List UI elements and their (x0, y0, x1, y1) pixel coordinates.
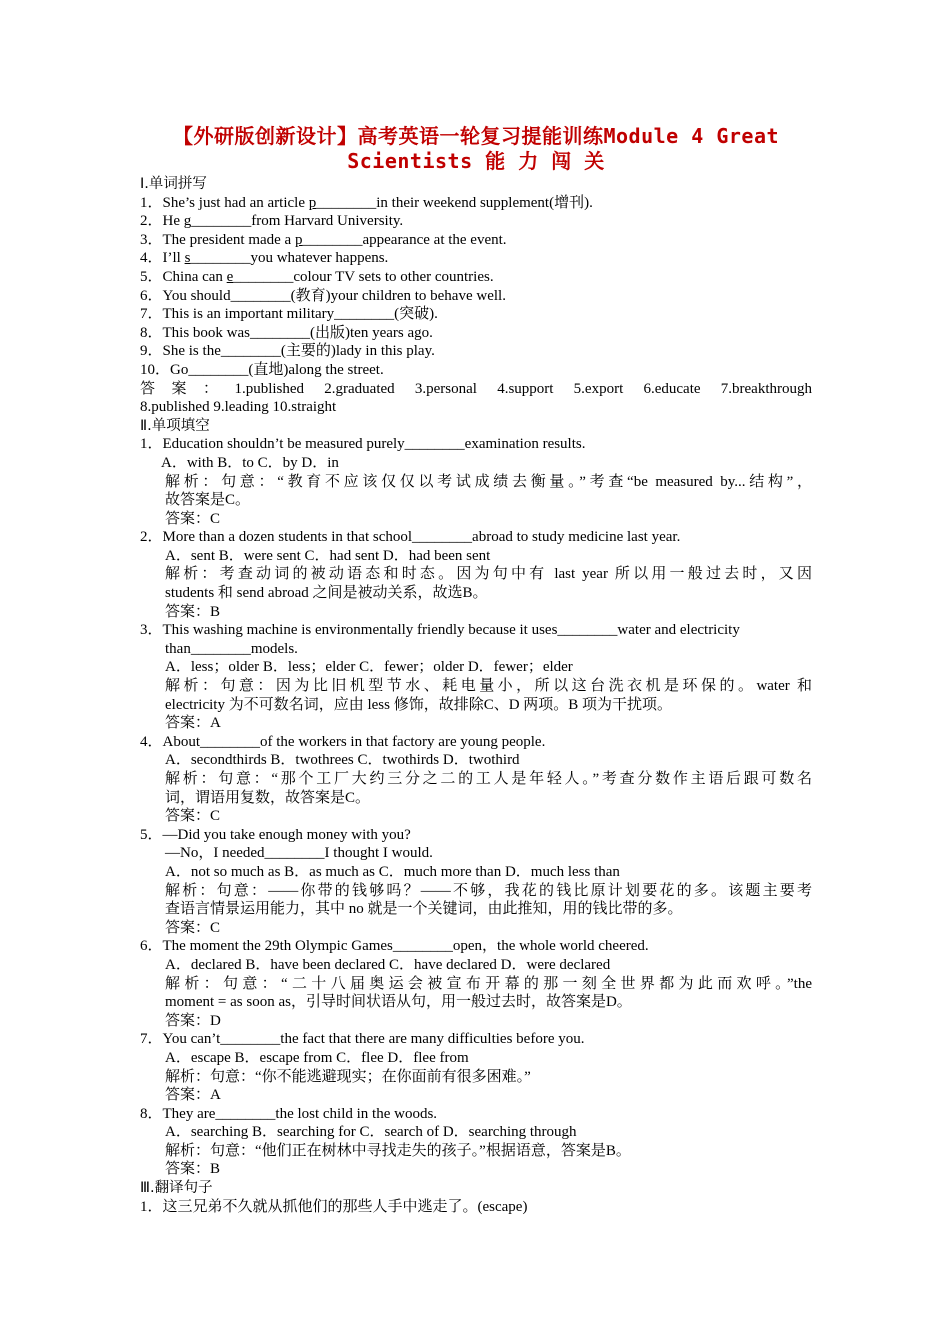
question-4-answer: 答案：C (165, 808, 221, 825)
item-number: 8． (140, 324, 163, 341)
item-text: The president made a (162, 231, 295, 248)
section-3-heading: Ⅲ.翻译句子 (140, 1180, 213, 1197)
item-number: 1． (140, 194, 163, 211)
question-2-analysis-1: 解析：考查动词的被动语态和时态。因为句中有 last year 所以用一般过去时，又因 (165, 566, 812, 583)
item-number: 10． (140, 361, 171, 378)
item-hint-letter: g (183, 213, 192, 230)
question-2-answer: 答案：B (165, 603, 221, 620)
question-5-analysis-1: 解析：句意：——你带的钱够吗？——不够，我花的钱比原计划要花的多。该题主要考 (165, 882, 812, 899)
question-6-analysis-1: 解析：句意：“二十八届奥运会被宣布开幕的那一刻全世界都为此而欢呼。”the (165, 975, 812, 992)
item-number: 2． (140, 213, 163, 230)
section-1-heading: Ⅰ.单词拼写 (140, 176, 207, 192)
translation-item-1: 1．这三兄弟不久就从抓他们的那些人手中逃走了。(escape) (140, 1198, 528, 1215)
question-6: 6．The moment the 29th Olympic Games________open，the whole world cheered. (140, 938, 649, 955)
question-8: 8．They are________the lost child in the woods. (140, 1105, 438, 1122)
question-6-answer: 答案：D (165, 1012, 221, 1029)
question-2-analysis-2: students 和 send abroad 之间是被动关系，故选B。 (165, 585, 488, 602)
question-8-analysis-1: 解析：句意：“他们正在树林中寻找走失的孩子。”根据语意，答案是B。 (165, 1142, 631, 1159)
item-hint-letter: p (308, 194, 317, 211)
question-5-stem-2: —No，I needed________I thought I would. (165, 845, 433, 862)
section-1-item (140, 324, 812, 343)
question-7-options: A．escape B．escape from C．flee D．flee from (165, 1049, 469, 1066)
question-5: 5．—Did you take enough money with you? (140, 826, 411, 843)
document-page (140, 124, 812, 1216)
question-3-analysis-1: 解析：句意：因为比旧机型节水、耗电量小，所以这台洗衣机是环保的。water 和 (165, 678, 812, 695)
question-6-analysis-2: moment = as soon as，引导时间状语从句，用一般过去时，故答案是D。 (165, 994, 632, 1011)
section-1-answer-line-2: 8.published 9.leading 10.straight (140, 399, 337, 416)
item-number: 7． (140, 306, 163, 323)
question-6-options: A．declared B．have been declared C．have declared D．were declared (165, 956, 611, 973)
question-3-answer: 答案：A (165, 715, 221, 732)
question-1-answer: 答案：C (165, 510, 221, 527)
question-1-analysis-2: 故答案是C。 (165, 492, 251, 509)
question-3-analysis-2: electricity 为不可数名词，应由 less 修饰，故排除C、D 两项。B 项为干扰项。 (165, 696, 673, 713)
title-line-1: 【外研版创新设计】高考英语一轮复习提能训练Module 4 Great (172, 124, 780, 148)
question-4-analysis-2: 词，谓语用复数，故答案是C。 (165, 789, 371, 806)
question-3: 3．This washing machine is environmentally friendly because it uses________water and electricity (140, 622, 740, 639)
section-1-item (140, 342, 812, 361)
question-5-options: A．not so much as B．as much as C．much more than D．much less than (165, 863, 620, 880)
section-1-item (140, 194, 812, 213)
section-2-heading: Ⅱ.单项填空 (140, 417, 210, 434)
question-3-options: A．less；older B．less；elder C．fewer；older D．fewer；elder (165, 659, 573, 676)
question-1-options: A．with B．to C．by D．in (161, 454, 339, 471)
question-2-options: A．sent B．were sent C．had sent D．had been sent (165, 547, 491, 564)
title-line-2: Scientists 能 力 闯 关 (347, 149, 605, 173)
question-2: 2．More than a dozen students in that school________abroad to study medicine last year. (140, 529, 681, 546)
section-1-item (140, 268, 812, 287)
item-text: She is the________(主要的)lady in this play. (162, 343, 435, 360)
question-5-answer: 答案：C (165, 919, 221, 936)
question-4-analysis-1: 解析：句意：“那个工厂大约三分之二的工人是年轻人。”考查分数作主语后跟可数名 (165, 771, 812, 787)
item-text-rest: ________in their weekend supplement(增刊). (316, 194, 593, 211)
item-number: 3． (140, 231, 163, 248)
section-1-item (140, 249, 812, 268)
item-text: She’s just had an article (162, 194, 309, 211)
item-text: He (162, 213, 184, 230)
item-text-rest: ________appearance at the event. (302, 231, 507, 248)
item-number: 4． (140, 250, 163, 267)
item-hint-letter: s (184, 250, 191, 267)
item-hint-letter: p (294, 231, 303, 248)
item-number: 9． (140, 343, 163, 360)
section-1-item (140, 212, 812, 231)
page-title (140, 124, 812, 174)
question-4-options: A．secondthirds B．twothrees C．twothirds D．twothird (165, 752, 520, 769)
question-4: 4．About________of the workers in that factory are young people. (140, 733, 546, 750)
section-1-item (140, 361, 812, 380)
question-1: 1．Education shouldn’t be measured purely________examination results. (140, 436, 586, 453)
question-1-analysis-1: 解析：句意：“教育不应该仅仅以考试成绩去衡量。”考查“be measured by...结构”， (165, 473, 812, 490)
item-text: Go________(直地)along the street. (170, 361, 384, 378)
item-hint-letter: e (226, 268, 234, 285)
item-number: 5． (140, 268, 163, 285)
section-1-item (140, 231, 812, 250)
section-1-item (140, 287, 812, 306)
item-text: I’ll (162, 250, 185, 267)
question-5-analysis-2: 查语言情景运用能力，其中 no 就是一个关键词，由此推知，用的钱比带的多。 (165, 901, 683, 918)
item-text-rest: ________colour TV sets to other countries. (233, 268, 494, 285)
item-text: China can (162, 268, 227, 285)
item-number: 6． (140, 287, 163, 304)
question-7: 7．You can’t________the fact that there are many difficulties before you. (140, 1031, 585, 1048)
item-text-rest: ________from Harvard University. (191, 213, 404, 230)
question-7-analysis-1: 解析：句意：“你不能逃避现实；在你面前有很多困难。” (165, 1068, 531, 1085)
item-text: This book was________(出版)ten years ago. (162, 324, 433, 341)
item-text-rest: ________you whatever happens. (190, 250, 389, 267)
question-8-answer: 答案：B (165, 1161, 221, 1178)
section-1-item (140, 305, 812, 324)
section-1-list (140, 194, 812, 380)
question-3-stem-2: than________models. (165, 640, 298, 657)
question-8-options: A．searching B．searching for C．search of D．searching through (165, 1124, 577, 1141)
section-1-answer-line-1: 答案：1.published 2.graduated 3.personal 4.support 5.export 6.educate 7.breakthrough (140, 380, 812, 397)
item-text: You should________(教育)your children to behave well. (162, 287, 506, 304)
item-text: This is an important military________(突破). (162, 306, 438, 323)
question-7-answer: 答案：A (165, 1087, 221, 1104)
